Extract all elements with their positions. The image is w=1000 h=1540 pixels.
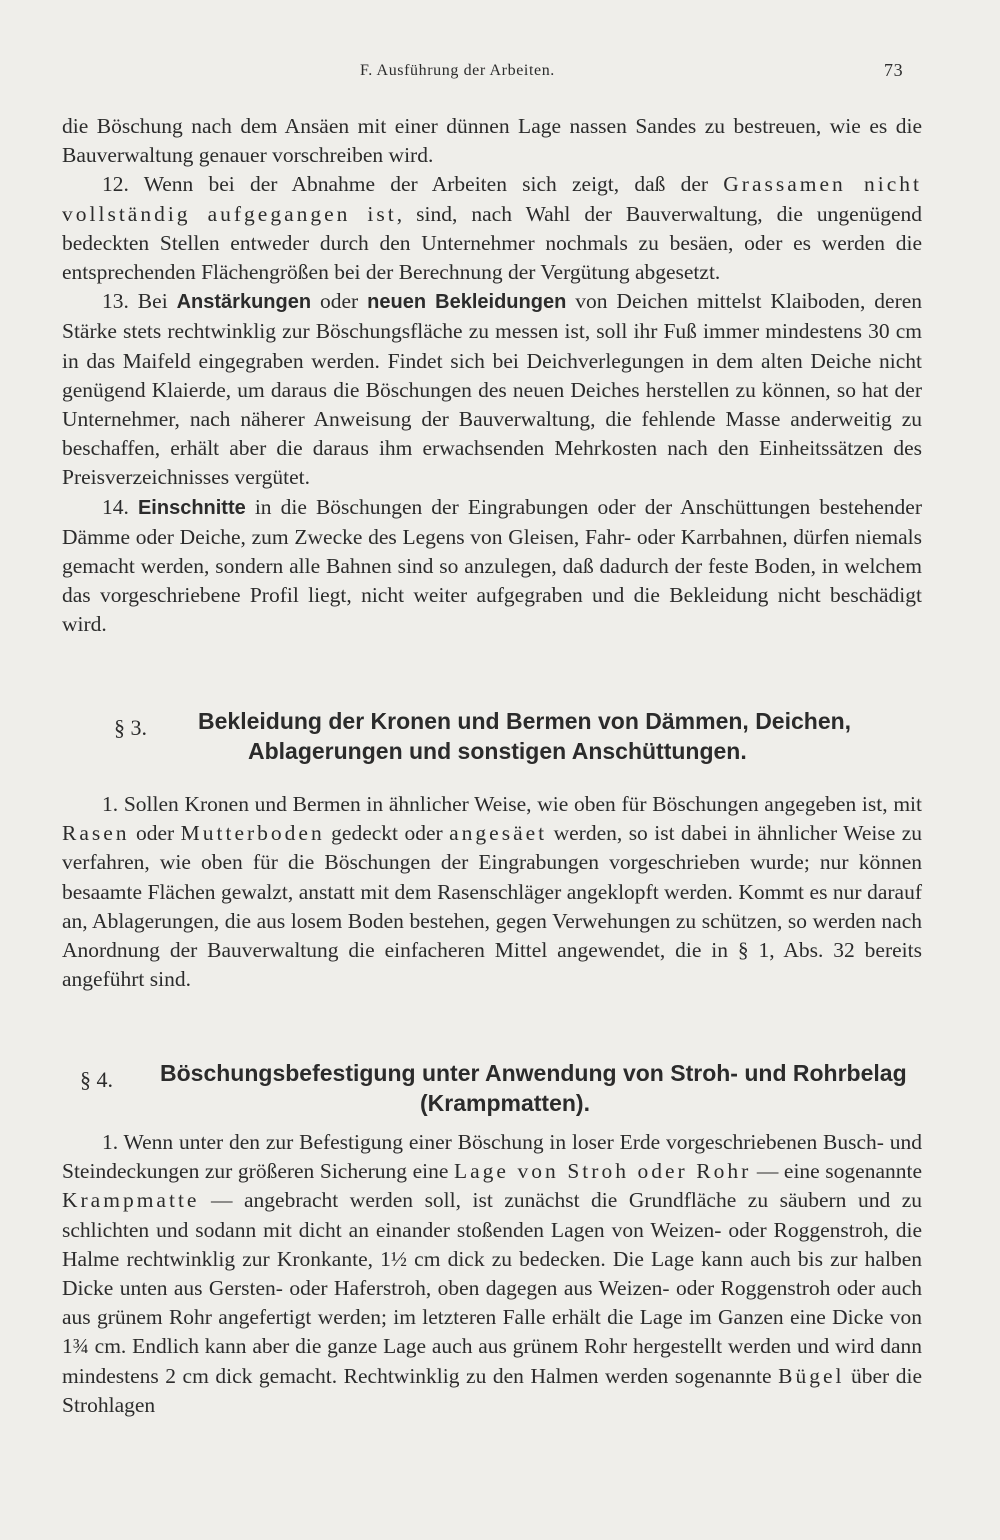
paragraph-text: 12. Wenn bei der Abnahme der Arbeiten sich zeigt, daß der [102, 172, 724, 197]
section-title-line2: Ablagerungen und sonstigen Anschüttungen. [248, 738, 747, 764]
section-number: § 3. [114, 715, 147, 740]
paragraph-13 [62, 287, 922, 492]
paragraph-text: 1. Sollen Kronen und Bermen in ähnlicher Weise, wie oben für Böschungen angegeben ist, mit [102, 792, 922, 816]
paragraph-text: oder [129, 821, 181, 846]
paragraph-text: — eine sogenannte [751, 1159, 923, 1184]
paragraph-text: 14. [102, 494, 138, 519]
section-4-body [62, 1128, 922, 1420]
running-head [0, 56, 1000, 86]
paragraph-text: über die Strohlagen [62, 1363, 923, 1417]
section-4-paragraph-1 [62, 1128, 922, 1420]
page-number: 73 [884, 60, 904, 80]
paragraph-text: die Böschung nach dem Ansäen mit einer dünnen Lage nassen Sandes zu bestreuen, wie es die Bauverwaltung genauer vorschreiben wird. [62, 114, 922, 168]
section-3-body [62, 790, 922, 994]
section-title-line1: Bekleidung der Kronen und Bermen von Dämmen, Deichen, [198, 708, 852, 734]
paragraph-text: 13. Bei [102, 289, 177, 314]
section-number: § 4. [80, 1067, 113, 1092]
body-text-upper [62, 112, 922, 640]
paragraph-text: von Deichen mittelst Klaiboden, deren Stärke stets rechtwinklig zur Böschungsfläche zu messen ist, soll ihr Fuß immer mindestens 30 cm in das Maifeld eingegraben werden. Findet sich bei Deichverlegungen in dem alten Deiche nicht genügend Klaierde, um daraus die Böschungen des neuen Deiches herstellen zu können, so hat der Unternehmer, nach näherer Anweisung der Bauverwaltung, die fehlende Masse anderweitig zu beschaffen, erhält aber die daraus ihm erwachsenden Mehrkosten nach den Einheitssätzen des Preisverzeichnisses vergütet. [62, 289, 923, 490]
spaced-emphasis: Krampmatte [62, 1188, 200, 1213]
paragraph-14 [62, 493, 922, 640]
paragraph-text: in die Böschungen der Eingrabungen oder der Anschüttungen bestehender Dämme oder Deiche, zum Zwecke des Legens von Gleisen, Fahr- oder Karrbahnen, dürfen niemals gemacht werden, sondern alle Bahnen sind so anzulegen, daß dadurch der feste Boden, in welchem das vorgeschriebene Profil liegt, nicht weiter aufgegraben und die Bekleidung nicht beschädigt wird. [62, 494, 923, 637]
running-title: F. Ausführung der Arbeiten. [360, 62, 555, 79]
section-title-line1: Böschungsbefestigung unter Anwendung von Stroh- und Rohrbelag [160, 1060, 907, 1086]
bold-term: Anstärkungen [176, 291, 312, 314]
paragraph-text: 1. Wenn unter den zur Befestigung einer Böschung in loser Erde vorgeschriebenen Busch- und Steindeckungen zur größeren Sicherung eine [62, 1130, 922, 1184]
spaced-emphasis: Rasen [62, 821, 130, 846]
section-title-line2: (Krampmatten). [420, 1090, 590, 1116]
bold-term: neuen Bekleidungen [367, 291, 567, 314]
paragraph-text: werden, so ist dabei in ähnlicher Weise zu verfahren, wie oben für die Böschungen der Eingrabungen vorgeschrieben wurde; nur können besaamte Flächen gewalzt, anstatt mit dem Rasenschläger angeklopft werden. Kommt es nur darauf an, Ablagerungen, die aus losem Boden bestehen, gegen Verwehungen zu schützen, so werden nach Anordnung der Bauverwaltung die einfacheren Mittel angewendet, die in § 1, Abs. 32 bereits angeführt sind. [62, 821, 922, 992]
paragraph-12 [62, 170, 922, 287]
spaced-emphasis: Mutterboden [180, 821, 325, 846]
bold-term: Einschnitte [137, 496, 246, 519]
spaced-emphasis: Grassamen nicht vollständig aufgegangen ist [62, 172, 922, 226]
paragraph-continuation [62, 112, 922, 170]
paragraph-text: — angebracht werden soll, ist zunächst die Grundfläche zu säubern und zu schlichten und sodann mit dicht an einander stoßenden Lagen von Weizen- oder Roggenstroh, die Halme rechtwinklig zur Kronkante, 1½ cm dick zu bedecken. Die Lage kann auch bis zur halben Dicke unten aus Gersten- oder Haferstroh, oben dagegen aus Weizen- oder Roggenstroh oder auch aus grünem Rohr angefertigt werden; im letzteren Falle erhält die Lage im Ganzen eine Dicke von 1¾ cm. Endlich kann aber die ganze Lage auch aus grünem Rohr hergestellt werden und wird dann mindestens 2 cm dick gemacht. Rechtwinklig zu den Halmen werden sogenannte [62, 1188, 922, 1388]
spaced-emphasis: angesäet [449, 821, 548, 846]
paragraph-text: gedeckt oder [324, 821, 450, 846]
spaced-emphasis: Bügel [778, 1363, 845, 1388]
paragraph-text: , sind, nach Wahl der Bauverwaltung, die ungenügend bedeckten Stellen entweder durch den Unternehmer nochmals zu besäen, oder es werden die entsprechenden Flächengrößen bei der Berechnung der Vergütung abgesetzt. [62, 201, 922, 285]
section-3-paragraph-1 [62, 790, 922, 994]
spaced-emphasis: Lage von Stroh oder Rohr [454, 1159, 752, 1184]
paragraph-text: oder [311, 289, 368, 314]
